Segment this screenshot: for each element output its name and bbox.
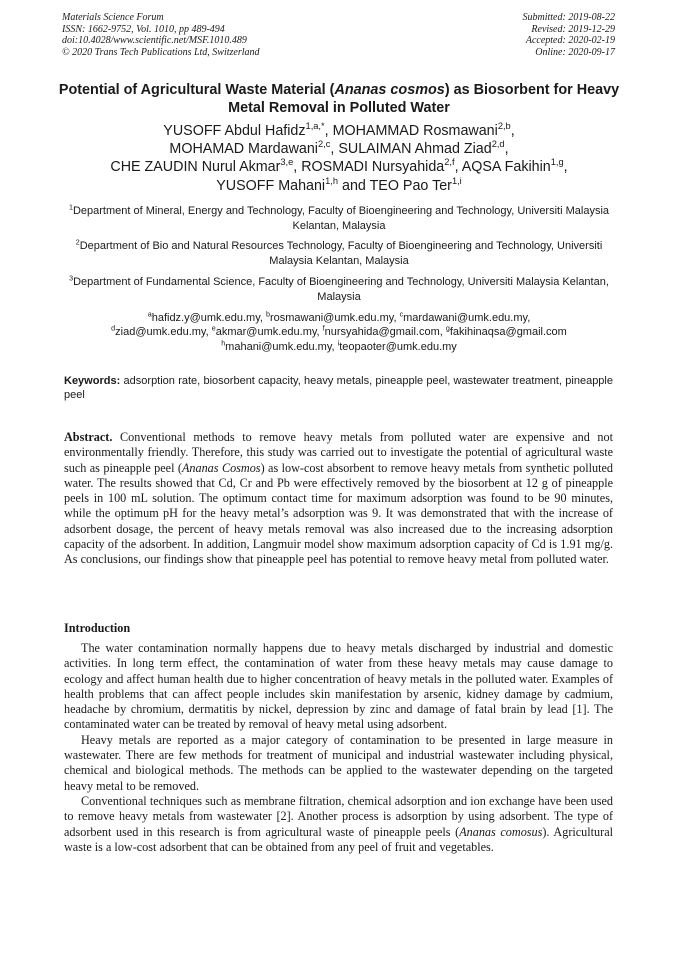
title-species-name: Ananas cosmos (334, 82, 445, 98)
affiliation-3: $^3$Department of Fundamental Science, Faculty of Bioengineering and Technology, Universiti Malaysia Kelantan, Malaysia (69, 274, 609, 303)
email: $^d$ziad@umk.edu.my, (111, 324, 212, 339)
email: $^i$teopaoter@umk.edu.my (337, 339, 457, 353)
publication-info (62, 12, 260, 58)
copyright-line: © 2020 Trans Tech Publications Ltd, Switzerland (62, 46, 260, 58)
abstract-text-end: ) as low-cost absorbent to remove heavy metals from synthetic polluted water. The results showed that Cd, Cr and Pb were effectively removed by the biosorbent at 12 g of pineapple peels in 100 mL solution. The optimum contact time for maximum adsorption was found to be 90 minutes, while the optimum pH for the heavy metal’s adsorption was 9. It was demonstrated that with the increase of adsorbent dosage, the percent of heavy metals removal was also increased due to the increasing adsorption capacity of the adsorbent. In addition, Langmuir model show maximum adsorption capacity of Cd is 1.91 mg/g. As conclusions, our findings show that pineapple peel has potential to remove heavy metal from polluted water. (64, 460, 614, 567)
introduction-body (64, 641, 613, 855)
author: YUSOFF Abdul Hafidz$^{1,a,*}$, (163, 121, 333, 139)
introduction-heading: Introduction (64, 621, 131, 635)
keywords-label: Keywords: (64, 375, 121, 387)
abstract-text: Conventional methods to remove heavy metals from polluted water are expensive and not environmentally friendly. Therefore, this study was carried out to investigate the potential of agricultural waste such as pineapple peel ( (64, 430, 614, 475)
author: MOHAMMAD Rosmawani$^{2,b}$, (332, 121, 515, 139)
journal-name: Materials Science Forum (62, 12, 164, 23)
author: CHE ZAUDIN Nurul Akmar$^{3,e}$, (110, 157, 302, 176)
abstract-section (64, 430, 613, 568)
publication-dates (523, 12, 616, 58)
paper-title (40, 81, 638, 117)
intro-paragraph-2: Heavy metals are reported as a major category of contamination to be presented in large measure in wastewater. There are few methods for treatment of municipal and industrial wastewater including physical, chemical and biological methods. The methods can be applied to the wastewater depending on the targeted heavy metal to be removed. (64, 732, 613, 793)
submitted-date: Submitted: 2019-08-22 (522, 12, 615, 23)
email: $^g$fakihinaqsa@gmail.com (445, 324, 567, 339)
abstract-label: Abstract. (64, 430, 113, 444)
author: ROSMADI Nursyahida$^{2,f}$, (301, 157, 462, 176)
title-text-end: ) as Biosorbent for Heavy Metal Removal in Polluted Water (228, 82, 620, 116)
email-list (50, 311, 628, 354)
affiliation-2: $^2$Department of Bio and Natural Resources Technology, Faculty of Bioengineering and Technology, Universiti Malaysia Kelantan, Malaysia (75, 238, 603, 267)
affiliation-1: $^1$Department of Mineral, Energy and Technology, Faculty of Bioengineering and Technology, Universiti Malaysia Kelantan, Malaysia (68, 203, 610, 232)
keywords-section (64, 374, 613, 403)
author: MOHAMAD Mardawani$^{2,c}$, (169, 139, 339, 158)
author-list (40, 122, 638, 195)
email: $^b$rosmawani@umk.edu.my, (266, 310, 400, 324)
intro-paragraph-1: The water contamination normally happens due to heavy metals discharged by industrial and domestic activities. In long term effect, the contamination of water from these heavy metals may cause damage to ecology and affect human health due to higher concentration of heavy metals in the polluted water. Examples of health problems that can affect people includes skin manifestation by arsenic, kidney damage by cadmium, headache by chromium, dermatitis by nickel, depression by zinc and damage of fatal brain by lead [1]. The contaminated water can be treated by removal of heavy metal using adsorbent. (64, 641, 613, 732)
email: $^e$akmar@umk.edu.my, (211, 324, 323, 339)
email: $^h$mahani@umk.edu.my, (221, 339, 338, 353)
email: $^f$nursyahida@gmail.com, (322, 324, 446, 339)
email: $^c$mardawani@umk.edu.my, (399, 310, 531, 324)
abstract-species-name: Ananas Cosmos (181, 460, 261, 475)
doi-line: doi:10.4028/www.scientific.net/MSF.1010.489 (62, 35, 247, 46)
author: YUSOFF Mahani$^{1,h}$ and (216, 175, 370, 194)
online-date: Online: 2020-09-17 (535, 46, 615, 58)
title-text: Potential of Agricultural Waste Material ( (58, 82, 335, 98)
author: SULAIMAN Ahmad Ziad$^{2,d}$, (338, 139, 509, 158)
revised-date: Revised: 2019-12-29 (531, 23, 615, 35)
author: TEO Pao Ter$^{1,i}$ (369, 175, 462, 194)
author: AQSA Fakihin$^{1,g}$, (461, 157, 568, 176)
keywords-text: adsorption rate, biosorbent capacity, heavy metals, pineapple peel, wastewater treatment, pineapple peel (64, 375, 613, 402)
intro-paragraph-3: Conventional techniques such as membrane filtration, chemical adsorption and ion exchange have been used to remove heavy metals from wastewater [2]. Another process is adsorption by using adsorbent. The type of adsorbent used in this research is from agricultural waste of pineapple peels (Ananas comosus). Agricultural waste is a low-cost adsorbent that can be obtained from any peel of fruit and vegetables. (64, 793, 613, 854)
intro-species-name: Ananas comosus (459, 824, 543, 839)
accepted-date: Accepted: 2020-02-19 (525, 35, 615, 46)
email: $^a$hafidz.y@umk.edu.my, (147, 310, 266, 324)
issn-line: ISSN: 1662-9752, Vol. 1010, pp 489-494 (62, 23, 225, 35)
